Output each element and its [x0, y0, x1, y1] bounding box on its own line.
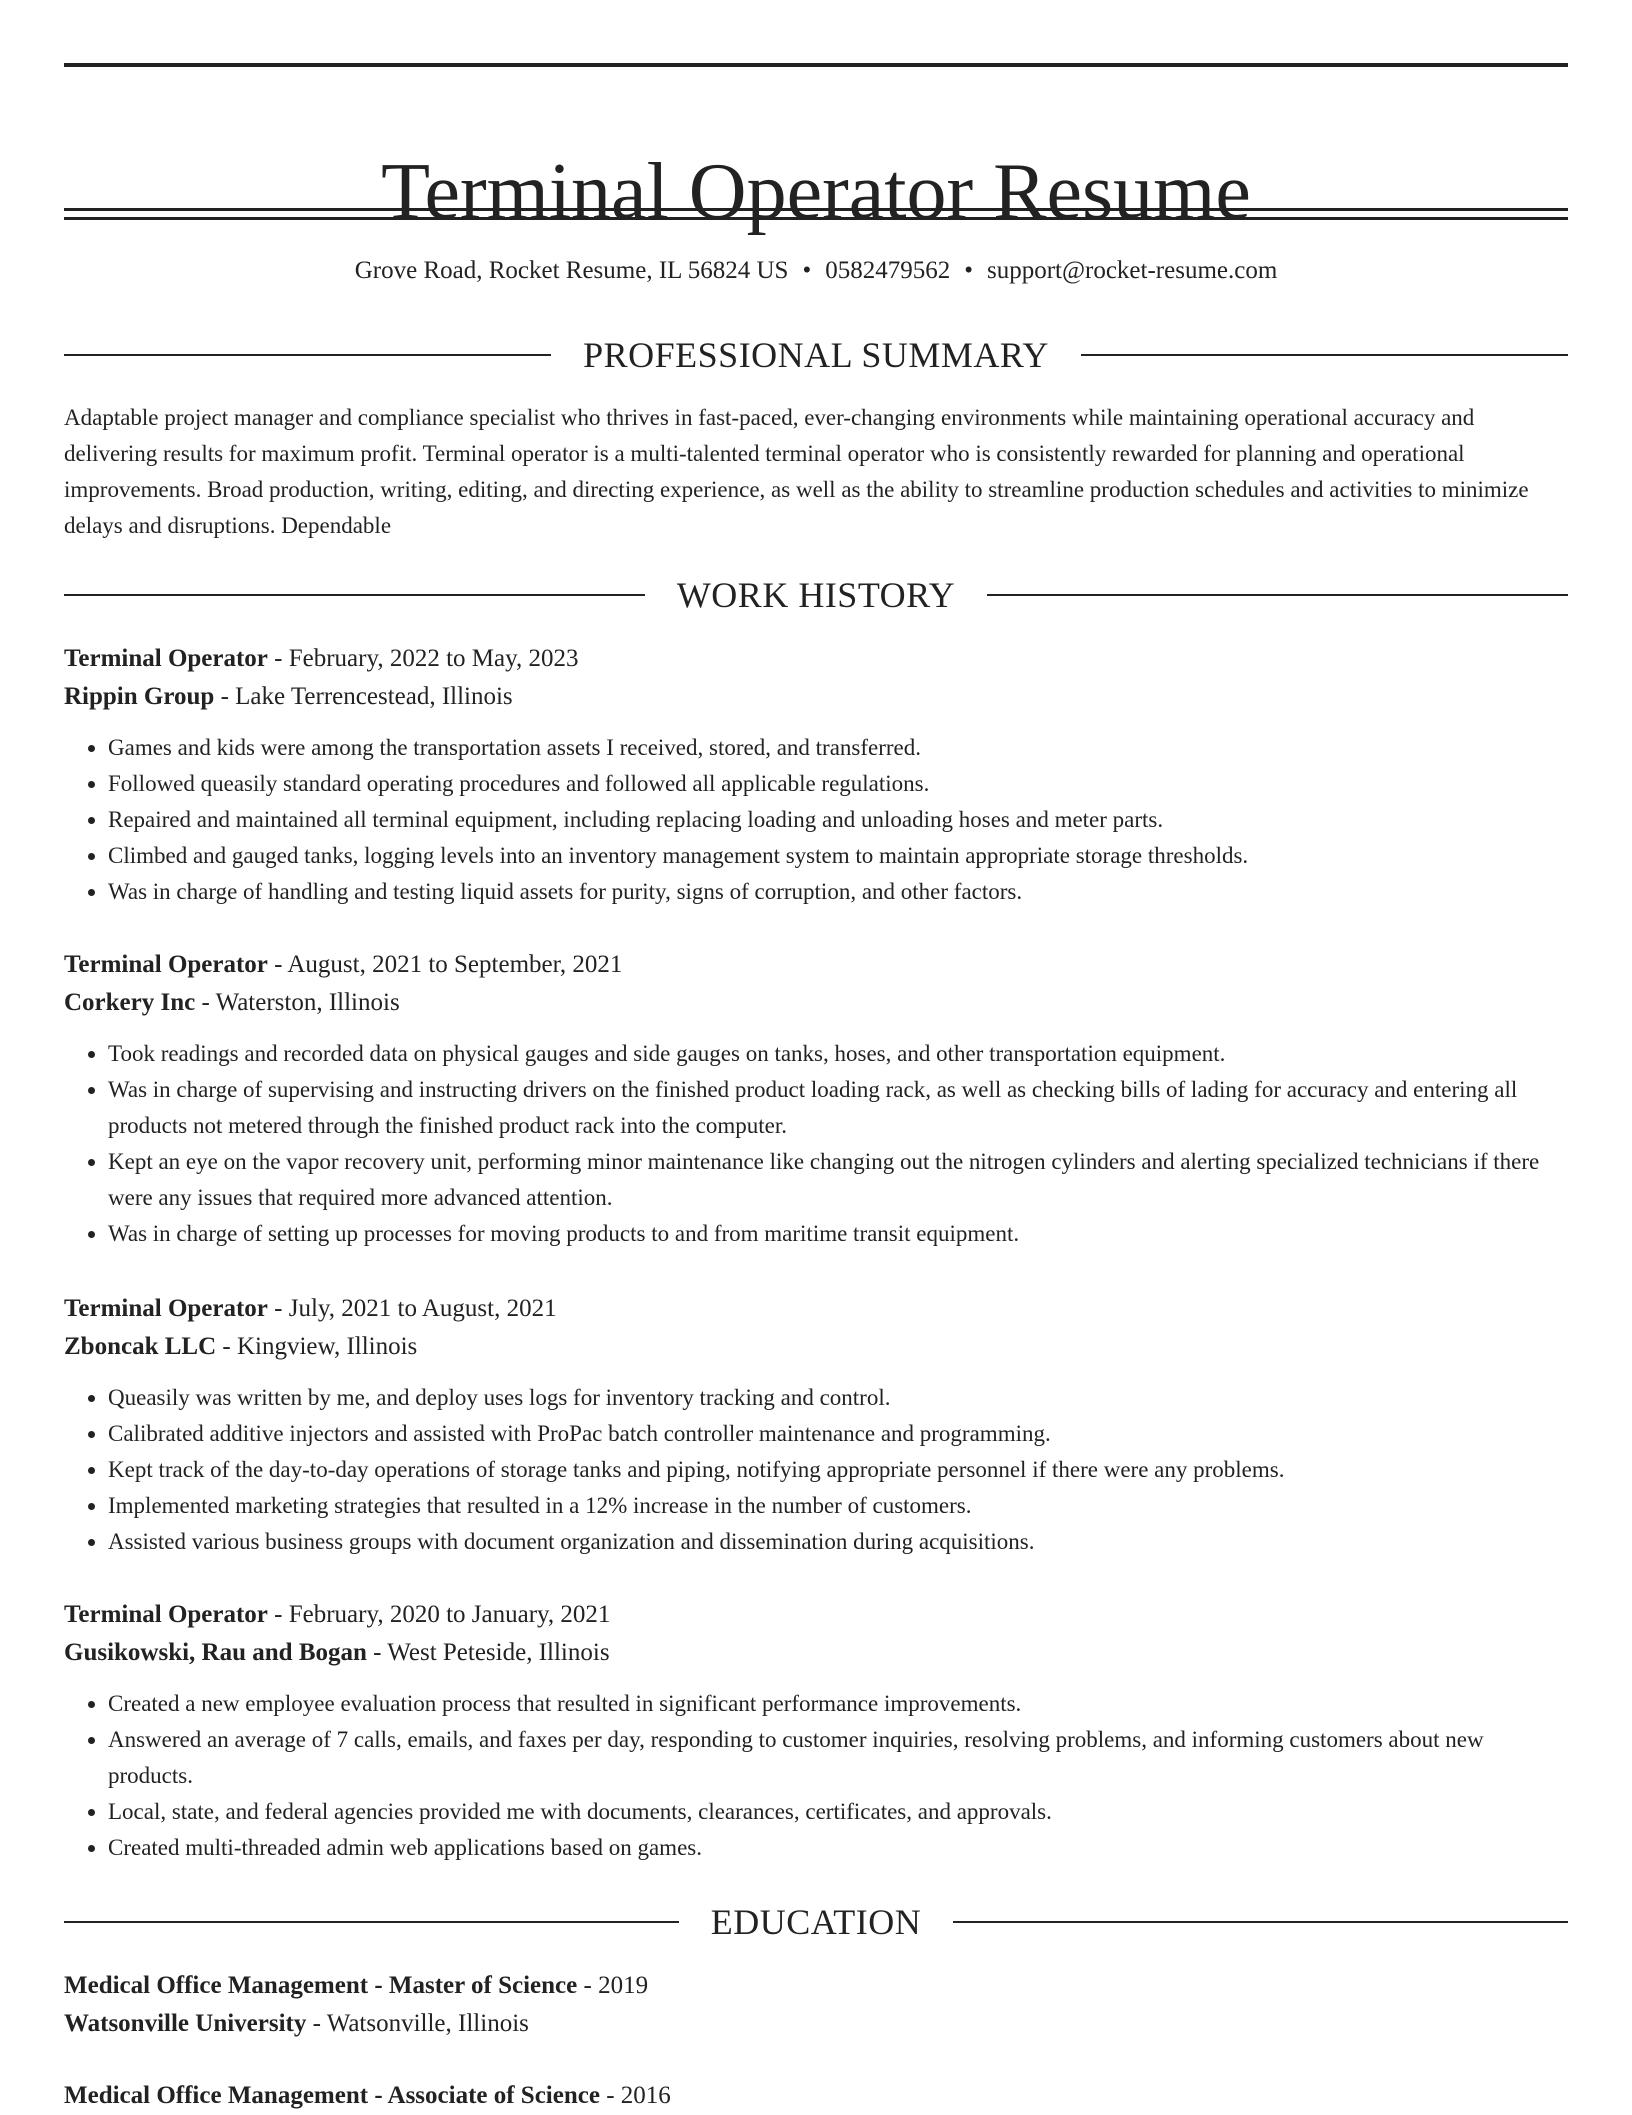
job-bullets [64, 1686, 1568, 1866]
job-title: Terminal Operator [64, 645, 268, 672]
job-title-line [64, 946, 1568, 984]
job-bullet: • Took readings and recorded data on physical gauges and side gauges on tanks, hoses, and other transportation equipment. [108, 1036, 1568, 1072]
education-school: Watsonville University [64, 2010, 307, 2037]
job-dates: - February, 2022 to May, 2023 [267, 645, 579, 672]
contact-address: Grove Road, Rocket Resume, IL 56824 US [354, 257, 789, 284]
education-heading-label: EDUCATION [710, 1902, 922, 1942]
job-company: Corkery Inc [64, 989, 196, 1016]
title-double-rule [64, 208, 1568, 220]
job-location: - Lake Terrencestead, Illinois [214, 683, 513, 710]
education-location: - Watsonville, Illinois [306, 2010, 529, 2037]
job-bullet: • Created multi-threaded admin web applications based on games. [108, 1830, 1568, 1866]
heading-rule [987, 594, 1568, 596]
job-bullet: • Climbed and gauged tanks, logging levels into an inventory management system to maintain appropriate storage thresholds. [108, 838, 1568, 874]
job-bullets [64, 1380, 1568, 1560]
job-bullet: • Kept an eye on the vapor recovery unit, performing minor maintenance like changing out the nitrogen cylinders and alerting specialized technicians if there were any issues that required more advanced attention. [108, 1144, 1568, 1216]
job-title-line [64, 1290, 1568, 1328]
job-bullet: • Answered an average of 7 calls, emails, and faxes per day, responding to customer inquiries, resolving problems, and informing customers about new products. [108, 1722, 1568, 1794]
job-company-line [64, 678, 1568, 716]
job-company: Zboncak LLC [64, 1333, 217, 1360]
job-bullet: • Games and kids were among the transportation assets I received, stored, and transferred. [108, 730, 1568, 766]
job-entry [64, 640, 1568, 910]
job-location: - West Peteside, Illinois [366, 1639, 610, 1666]
education-heading [64, 1902, 1568, 1942]
summary-text: Adaptable project manager and compliance specialist who thrives in fast-paced, ever-changing environments while maintaining operational accuracy and delivering results for maximum profit. Terminal operator is a multi-talented terminal operator who is consistently rewarded for planning and operational improvements. Broad production, writing, editing, and directing experience, as well as the ability to streamline production schedules and activities to minimize delays and disruptions. Dependable [64, 405, 1529, 538]
job-company: Rippin Group [64, 683, 215, 710]
education-degree-line [64, 2077, 1568, 2115]
education-degree-line [64, 1967, 1568, 2005]
job-bullets [64, 1036, 1568, 1252]
job-bullet: • Queasily was written by me, and deploy uses logs for inventory tracking and control. [108, 1380, 1568, 1416]
work-history-heading-label: WORK HISTORY [676, 575, 956, 615]
summary-heading-label: PROFESSIONAL SUMMARY [583, 335, 1049, 375]
job-bullet: • Created a new employee evaluation process that resulted in significant performance improvements. [108, 1686, 1568, 1722]
education-year: - 2016 [599, 2082, 671, 2109]
job-title: Terminal Operator [64, 951, 268, 978]
job-bullet: • Kept track of the day-to-day operations of storage tanks and piping, notifying appropriate personnel if there were any problems. [108, 1452, 1568, 1488]
education-degree: Medical Office Management - Associate of Science [64, 2082, 600, 2109]
job-bullet: • Implemented marketing strategies that resulted in a 12% increase in the number of customers. [108, 1488, 1568, 1524]
page-title: Terminal Operator Resume [381, 147, 1251, 236]
job-entry [64, 946, 1568, 1252]
heading-rule [64, 594, 645, 596]
job-title: Terminal Operator [64, 1601, 268, 1628]
job-bullet: • Followed queasily standard operating procedures and followed all applicable regulations. [108, 766, 1568, 802]
education-degree: Medical Office Management - Master of Science [64, 1972, 578, 1999]
education-year: - 2019 [577, 1972, 649, 1999]
contact-separator: • [802, 257, 812, 284]
heading-rule [64, 1921, 679, 1923]
education-school-line [64, 2005, 1568, 2043]
heading-rule [64, 354, 551, 356]
contact-phone: 0582479562 [825, 257, 951, 284]
job-dates: - February, 2020 to January, 2021 [267, 1601, 611, 1628]
job-company: Gusikowski, Rau and Bogan [64, 1639, 367, 1666]
education-entry [64, 1967, 1568, 2043]
job-bullet: • Calibrated additive injectors and assisted with ProPac batch controller maintenance and programming. [108, 1416, 1568, 1452]
contact-separator: • [964, 257, 973, 284]
job-bullet: • Was in charge of handling and testing liquid assets for purity, signs of corruption, and other factors. [108, 874, 1568, 910]
job-bullet: • Was in charge of supervising and instructing drivers on the finished product loading rack, as well as checking bills of lading for accuracy and entering all products not metered through the finished product rack into the computer. [108, 1072, 1568, 1144]
job-entry [64, 1596, 1568, 1866]
job-bullet: • Repaired and maintained all terminal equipment, including replacing loading and unloading hoses and meter parts. [108, 802, 1568, 838]
job-company-line [64, 984, 1568, 1022]
job-bullet: • Assisted various business groups with document organization and dissemination during acquisitions. [108, 1524, 1568, 1560]
job-bullets [64, 730, 1568, 910]
job-bullet: • Local, state, and federal agencies provided me with documents, clearances, certificates, and approvals. [108, 1794, 1568, 1830]
job-bullet: • Was in charge of setting up processes for moving products to and from maritime transit equipment. [108, 1216, 1568, 1252]
job-dates: - July, 2021 to August, 2021 [267, 1295, 557, 1322]
job-entry [64, 1290, 1568, 1560]
job-location: - Kingview, Illinois [216, 1333, 418, 1360]
heading-rule [1081, 354, 1568, 356]
job-location: - Waterston, Illinois [195, 989, 400, 1016]
heading-rule [953, 1921, 1568, 1923]
summary-heading [64, 335, 1568, 375]
job-company-line [64, 1634, 1568, 1672]
top-rule [64, 63, 1568, 67]
job-title-line [64, 1596, 1568, 1634]
work-history-heading [64, 575, 1568, 615]
contact-line [64, 254, 1568, 288]
education-entry [64, 2077, 1568, 2115]
job-title-line [64, 640, 1568, 678]
job-dates: - August, 2021 to September, 2021 [267, 951, 623, 978]
job-title: Terminal Operator [64, 1295, 268, 1322]
job-company-line [64, 1328, 1568, 1366]
contact-email: support@rocket-resume.com [986, 257, 1278, 284]
